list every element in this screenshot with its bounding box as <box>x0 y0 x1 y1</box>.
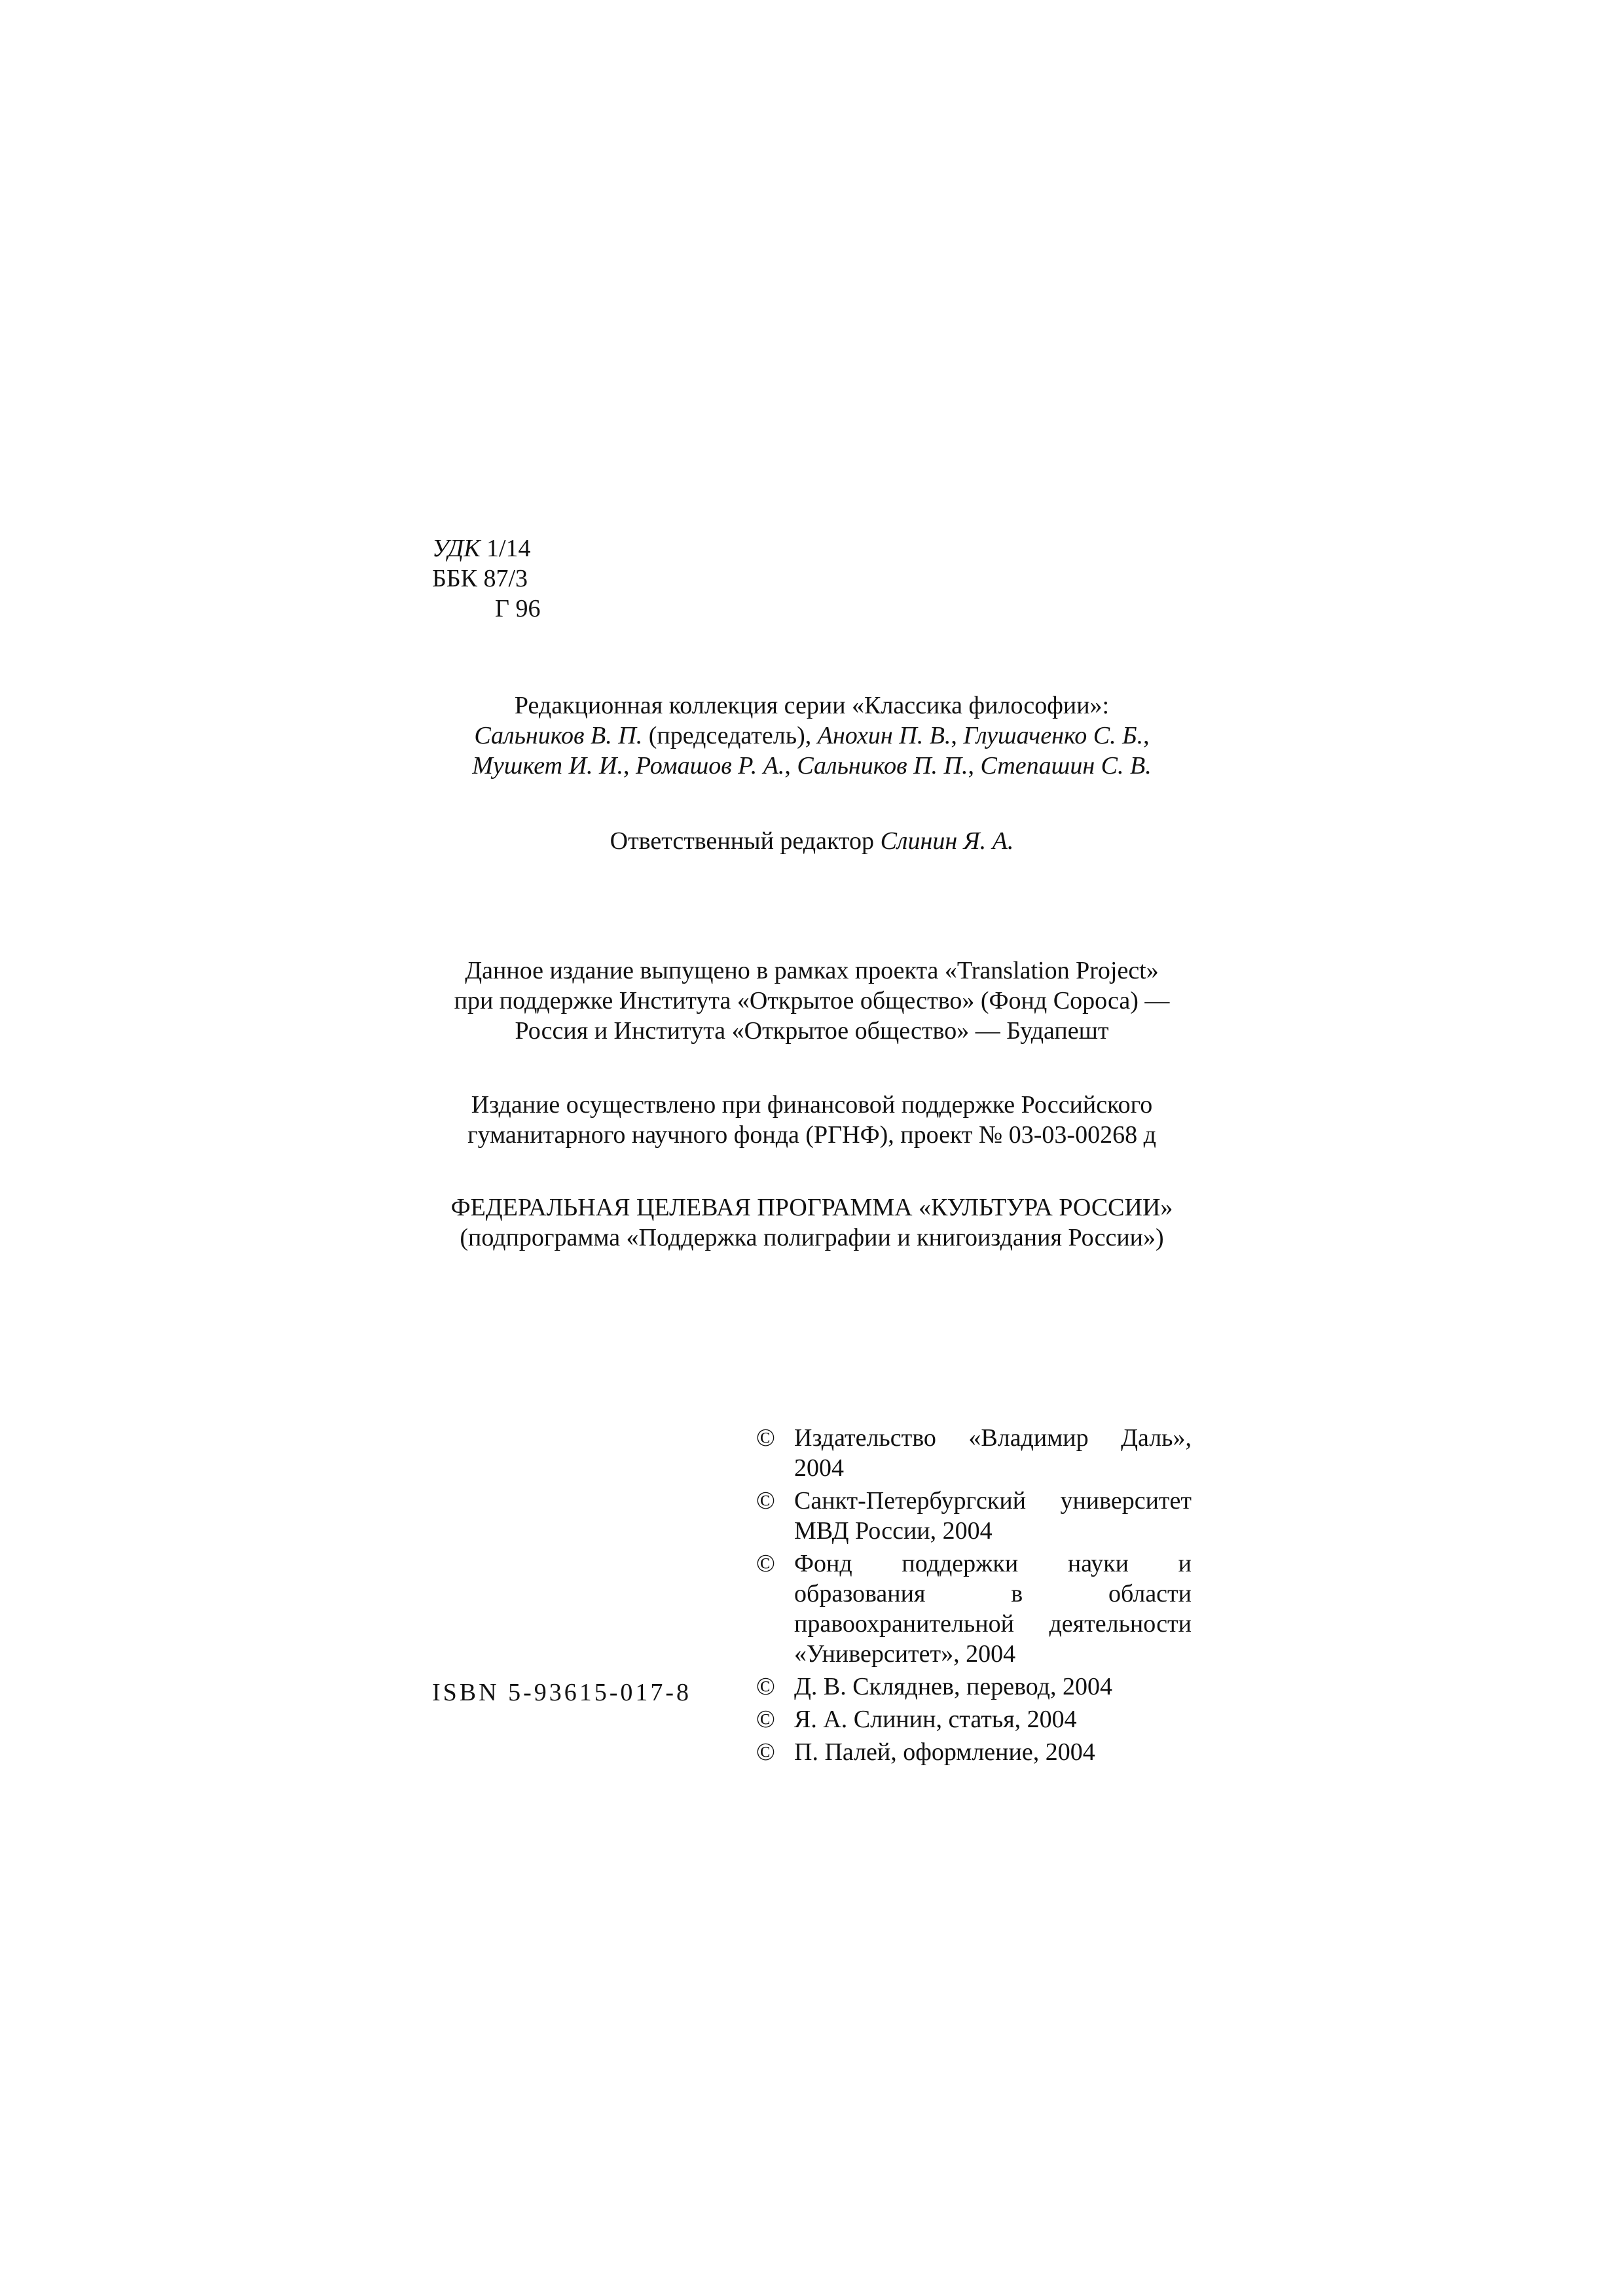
responsible-editor-line <box>432 826 1192 856</box>
copyright-text: Санкт-Петербургский университет МВД России, 2004 <box>794 1487 1192 1545</box>
copyright-list <box>756 1423 1192 1770</box>
subprogram-title: (подпрограмма «Поддержка полиграфии и книгоиздания России») <box>460 1224 1164 1251</box>
author-mark <box>432 594 694 624</box>
responsible-editor <box>432 826 1192 856</box>
bbk-code <box>432 564 694 594</box>
udk-value: 1/14 <box>486 535 531 562</box>
note-line: Россия и Института «Открытое общество» — Будапешт <box>515 1017 1109 1045</box>
separator: , <box>623 752 636 780</box>
editorial-board-line-2 <box>432 721 1192 751</box>
editorial-board-title: Редакционная коллекция серии «Классика философии»: <box>514 692 1110 719</box>
note-line: Данное издание выпущено в рамках проекта «Translation Project» <box>465 957 1159 984</box>
editorial-board <box>432 691 1192 781</box>
copyright-item <box>756 1486 1192 1546</box>
rgnf-support-note <box>432 1090 1192 1150</box>
note-line: Издание осуществлено при финансовой поддержке Российского <box>471 1091 1153 1119</box>
separator: , <box>1143 722 1150 749</box>
isbn: ISBN 5-93615-017-8 <box>432 1679 692 1706</box>
copyright-icon: © <box>756 1424 775 1452</box>
copyright-item <box>756 1737 1192 1767</box>
copyright-icon: © <box>756 1673 775 1700</box>
udk-code <box>432 533 694 564</box>
author-mark-value: Г 96 <box>495 595 541 622</box>
board-member: Сальников В. П. <box>474 722 643 749</box>
copyright-text: Д. В. Скляднев, перевод, 2004 <box>794 1673 1112 1700</box>
copyright-text: П. Палей, оформление, 2004 <box>794 1738 1095 1766</box>
board-member: Анохин П. В. <box>817 722 951 749</box>
copyright-item <box>756 1549 1192 1669</box>
board-member: Сальников П. П. <box>797 752 968 780</box>
copyright-icon: © <box>756 1706 775 1733</box>
note-line: гуманитарного научного фонда (РГНФ), проект № 03-03-00268 д <box>467 1121 1156 1149</box>
copyright-item <box>756 1423 1192 1483</box>
copyright-icon: © <box>756 1738 775 1766</box>
separator: , <box>951 722 964 749</box>
copyright-item <box>756 1672 1192 1702</box>
copyright-icon: © <box>756 1487 775 1515</box>
library-codes <box>432 533 694 624</box>
bbk-value: 87/3 <box>483 565 528 592</box>
board-member: Глушаченко С. Б. <box>963 722 1144 749</box>
copyright-text: Издательство «Владимир Даль», 2004 <box>794 1424 1192 1482</box>
board-member: Степашин С. В. <box>980 752 1152 780</box>
board-member: Мушкет И. И. <box>472 752 623 780</box>
copyright-text: Фонд поддержки науки и образования в области правоохранительной деятельности «Университет», 2004 <box>794 1550 1192 1668</box>
federal-program-note <box>432 1193 1192 1253</box>
separator: , <box>784 752 797 780</box>
udk-label: УДК <box>432 535 481 562</box>
responsible-editor-label: Ответственный редактор <box>610 827 881 855</box>
board-role: (председатель), <box>642 722 818 749</box>
editorial-board-line-3 <box>432 751 1192 781</box>
note-line: при поддержке Института «Открытое общество» (Фонд Сороса) — <box>454 987 1170 1014</box>
copyright-text: Я. А. Слинин, статья, 2004 <box>794 1706 1077 1733</box>
bbk-label: ББК <box>432 565 477 592</box>
program-title: ФЕДЕРАЛЬНАЯ ЦЕЛЕВАЯ ПРОГРАММА «КУЛЬТУРА РОССИИ» <box>450 1194 1173 1221</box>
board-member: Ромашов Р. А. <box>635 752 785 780</box>
separator: , <box>968 752 981 780</box>
translation-project-note <box>432 956 1192 1046</box>
copyright-icon: © <box>756 1550 775 1577</box>
responsible-editor-name: Слинин Я. А. <box>880 827 1014 855</box>
copyright-item <box>756 1704 1192 1734</box>
